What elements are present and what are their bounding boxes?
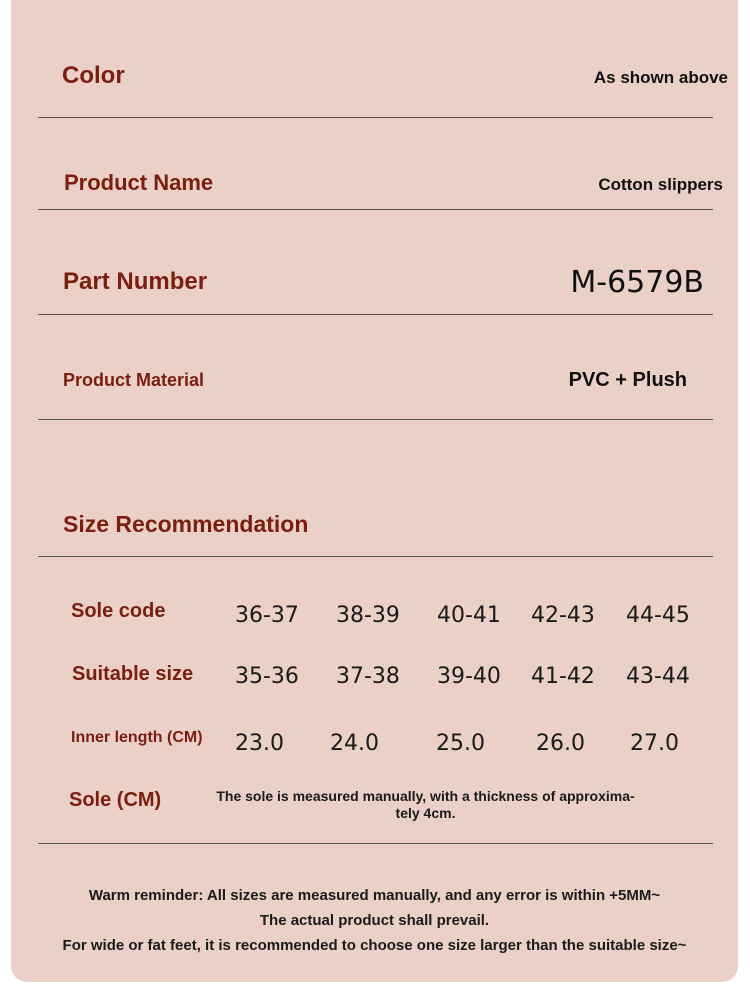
divider <box>38 843 713 844</box>
part-number-value: M-6579B <box>570 265 704 300</box>
divider <box>38 556 713 557</box>
suitable-size-value: 35-36 <box>235 664 299 689</box>
reminder-line3: For wide or fat feet, it is recommended to choose one size larger than the suitable size~ <box>62 937 687 954</box>
divider <box>38 209 713 210</box>
product-material-label: Product Material <box>63 370 205 390</box>
product-name-value: Cotton slippers <box>598 175 723 194</box>
sole-code-label: Sole code <box>71 600 166 622</box>
sole-code-value: 38-39 <box>336 603 400 628</box>
inner-length-value: 26.0 <box>536 731 585 756</box>
sole-note-line2: tely 4cm. <box>395 805 456 821</box>
reminder-line2: The actual product shall prevail. <box>259 912 490 929</box>
inner-length-value: 27.0 <box>630 731 679 756</box>
inner-length-value: 24.0 <box>330 731 379 756</box>
suitable-size-label: Suitable size <box>72 663 194 685</box>
color-value: As shown above <box>593 68 728 87</box>
inner-length-value: 23.0 <box>235 731 284 756</box>
divider <box>38 314 713 315</box>
part-number-label: Part Number <box>63 268 208 295</box>
sole-code-value: 42-43 <box>531 603 595 628</box>
suitable-size-value: 37-38 <box>336 664 400 689</box>
sole-code-value: 40-41 <box>437 603 501 628</box>
divider <box>38 117 713 118</box>
sole-code-value: 44-45 <box>626 603 690 628</box>
inner-length-value: 25.0 <box>436 731 485 756</box>
divider <box>38 419 713 420</box>
inner-length-label: Inner length (CM) <box>71 729 203 746</box>
size-recommendation-title: Size Recommendation <box>63 511 309 537</box>
suitable-size-value: 43-44 <box>626 664 690 689</box>
suitable-size-value: 41-42 <box>531 664 595 689</box>
sole-cm-label: Sole (CM) <box>69 789 162 811</box>
suitable-size-value: 39-40 <box>437 664 501 689</box>
product-name-label: Product Name <box>64 170 214 195</box>
spec-card <box>11 0 738 982</box>
sole-code-value: 36-37 <box>235 603 299 628</box>
sole-note-line1: The sole is measured manually, with a thickness of approxima- <box>216 788 635 804</box>
color-label: Color <box>62 62 125 89</box>
reminder-line1: Warm reminder: All sizes are measured manually, and any error is within +5MM~ <box>88 887 661 904</box>
product-material-value: PVC + Plush <box>568 369 687 391</box>
